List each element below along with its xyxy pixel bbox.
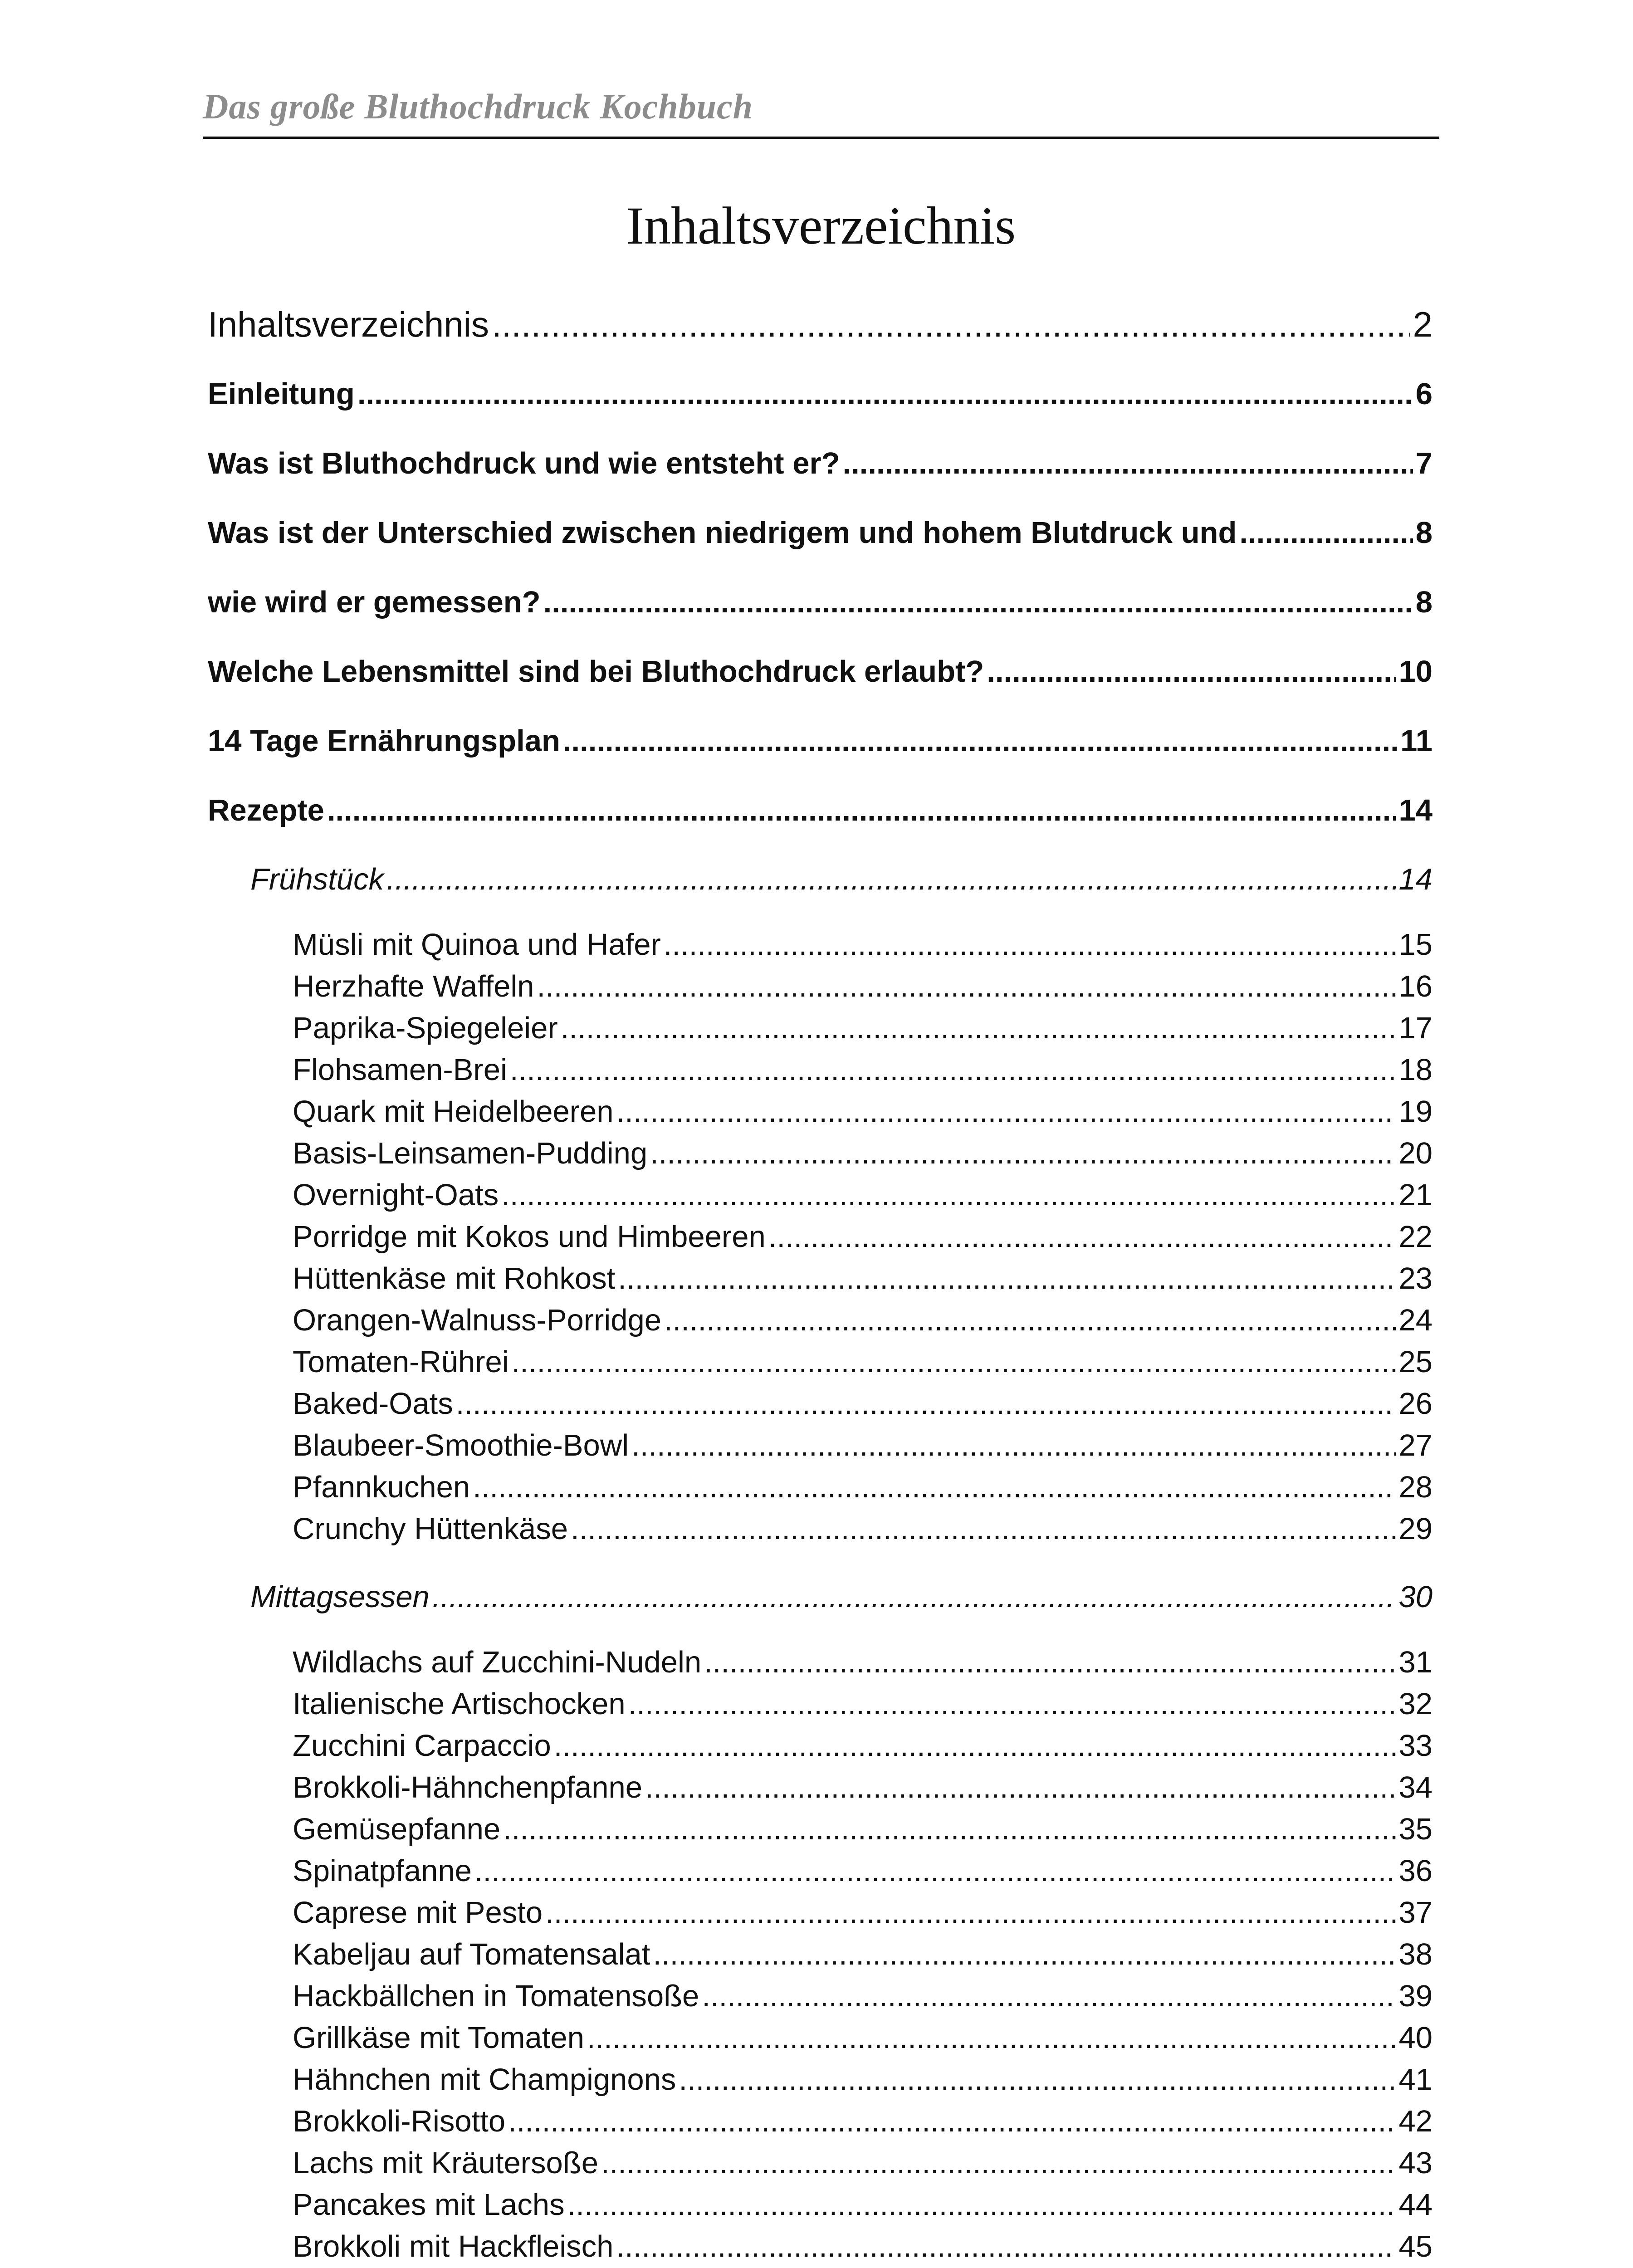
toc-leader-dots	[664, 1303, 1396, 1338]
toc-leader-dots	[503, 1812, 1396, 1847]
toc-entry-label: Brokkoli mit Hackfleisch	[293, 2229, 614, 2263]
toc-leader-dots	[601, 2146, 1396, 2180]
toc-leader-dots	[508, 2104, 1396, 2139]
toc-leader-dots	[327, 793, 1396, 828]
toc-leader-dots	[510, 1052, 1396, 1087]
toc-entry-label: Spinatpfanne	[293, 1854, 472, 1888]
toc-entry[interactable]	[293, 1979, 1433, 2014]
toc-entry-label: Crunchy Hüttenkäse	[293, 1512, 568, 1546]
toc-leader-dots	[679, 2062, 1396, 2097]
toc-leader-dots	[561, 1011, 1396, 1046]
toc-entry-label: Tomaten-Rührei	[293, 1345, 509, 1379]
toc-entry[interactable]	[293, 2146, 1433, 2180]
toc-entry-label: Hackbällchen in Tomatensoße	[293, 1979, 699, 2013]
toc-entry-page: 17	[1398, 1011, 1433, 1045]
page-title: Inhaltsverzeichnis	[626, 196, 1016, 255]
toc-entry-page: 45	[1398, 2229, 1433, 2263]
toc-entry-label: Quark mit Heidelbeeren	[293, 1095, 614, 1129]
toc-leader-dots	[618, 1261, 1396, 1296]
toc-entry-label: Rezepte	[208, 793, 324, 827]
toc-entry-label: Mittagsessen	[250, 1580, 430, 1614]
toc-entry-page: 8	[1415, 516, 1433, 550]
toc-entry-label: Paprika-Spiegeleier	[293, 1011, 558, 1045]
toc-entry[interactable]	[208, 793, 1433, 828]
toc-entry[interactable]	[293, 1937, 1433, 1972]
toc-entry-label: Italienische Artischocken	[293, 1687, 626, 1721]
toc-entry-label: Pfannkuchen	[293, 1470, 470, 1504]
toc-leader-dots	[563, 723, 1398, 758]
toc-entry-page: 39	[1398, 1979, 1433, 2013]
toc-entry-label: Was ist Bluthochdruck und wie entsteht er?	[208, 446, 840, 480]
toc-entry[interactable]	[293, 1303, 1433, 1338]
toc-entry-label: Blaubeer-Smoothie-Bowl	[293, 1428, 629, 1462]
toc-entry-page: 44	[1398, 2188, 1433, 2222]
toc-entry-label: Flohsamen-Brei	[293, 1053, 507, 1087]
toc-entry-label: Welche Lebensmittel sind bei Bluthochdruck erlaubt?	[208, 655, 984, 689]
toc-entry-label: Porridge mit Kokos und Himbeeren	[293, 1220, 766, 1254]
toc-entry-label: Pancakes mit Lachs	[293, 2188, 565, 2222]
toc-entry[interactable]	[293, 1178, 1433, 1212]
toc-entry-label: Grillkäse mit Tomaten	[293, 2021, 584, 2055]
toc-leader-dots	[702, 1979, 1396, 2014]
toc-leader-dots	[664, 927, 1396, 962]
toc-leader-dots	[1239, 515, 1413, 550]
toc-entry[interactable]	[293, 1511, 1433, 1546]
toc-entry[interactable]	[293, 1052, 1433, 1087]
toc-entry[interactable]	[208, 446, 1433, 481]
toc-entry[interactable]	[293, 1261, 1433, 1296]
toc-entry[interactable]	[293, 1344, 1433, 1379]
toc-entry[interactable]	[293, 2020, 1433, 2055]
toc-entry-label: Zucchini Carpaccio	[293, 1729, 551, 1763]
toc-entry-page: 33	[1398, 1729, 1433, 1763]
toc-entry-label: Orangen-Walnuss-Porridge	[293, 1303, 662, 1337]
toc-entry[interactable]	[293, 969, 1433, 1004]
toc-leader-dots	[631, 1428, 1396, 1463]
toc-entry[interactable]	[208, 376, 1433, 411]
toc-entry-page: 10	[1398, 655, 1433, 689]
toc-entry[interactable]	[293, 1386, 1433, 1421]
toc-entry-page: 11	[1400, 724, 1433, 758]
toc-entry-page: 20	[1398, 1136, 1433, 1170]
toc-entry-label: Basis-Leinsamen-Pudding	[293, 1136, 648, 1170]
toc-entry[interactable]	[208, 654, 1433, 689]
toc-entry[interactable]	[293, 1895, 1433, 1930]
toc-entry[interactable]	[293, 1686, 1433, 1721]
toc-entry-page: 30	[1398, 1580, 1433, 1614]
toc-leader-dots	[768, 1219, 1396, 1254]
toc-leader-dots	[628, 1686, 1396, 1721]
toc-entry[interactable]	[208, 723, 1433, 758]
toc-entry[interactable]	[293, 1470, 1433, 1505]
toc-entry[interactable]	[293, 1219, 1433, 1254]
toc-entry-page: 23	[1398, 1261, 1433, 1295]
toc-entry-page: 28	[1398, 1470, 1433, 1504]
toc-entry-label: Wildlachs auf Zucchini-Nudeln	[293, 1645, 702, 1679]
toc-leader-dots	[987, 654, 1396, 689]
toc-entry[interactable]	[293, 1011, 1433, 1046]
toc-leader-dots	[587, 2020, 1396, 2055]
toc-leader-dots	[616, 1094, 1396, 1129]
toc-leader-dots	[571, 1511, 1396, 1546]
toc-entry[interactable]	[293, 1812, 1433, 1847]
toc-entry[interactable]	[293, 1853, 1433, 1888]
toc-leader-dots	[501, 1178, 1396, 1212]
toc-entry[interactable]	[293, 2229, 1433, 2264]
toc-entry-page: 35	[1398, 1812, 1433, 1846]
toc-entry-page: 14	[1398, 793, 1433, 827]
toc-leader-dots	[492, 304, 1410, 345]
toc-entry-label: wie wird er gemessen?	[208, 585, 541, 619]
toc-entry-page: 22	[1398, 1220, 1433, 1254]
toc-entry-page: 29	[1398, 1512, 1433, 1546]
toc-entry-page: 26	[1398, 1387, 1433, 1421]
toc-entry-label: Caprese mit Pesto	[293, 1896, 543, 1930]
toc-entry-label: Hüttenkäse mit Rohkost	[293, 1261, 616, 1295]
toc-entry-label: Einleitung	[208, 377, 355, 411]
toc-leader-dots	[653, 1937, 1396, 1972]
toc-entry-page: 37	[1398, 1896, 1433, 1930]
toc-entry[interactable]	[293, 1136, 1433, 1171]
toc-entry-page: 36	[1398, 1854, 1433, 1888]
toc-leader-dots	[386, 862, 1396, 897]
toc-entry-page: 34	[1398, 1770, 1433, 1804]
toc-entry[interactable]	[250, 1579, 1433, 1614]
toc-entry-label: Frühstück	[250, 862, 384, 896]
toc-entry-page: 21	[1398, 1178, 1433, 1212]
toc-entry-label: Hähnchen mit Champignons	[293, 2063, 676, 2097]
toc-entry-page: 32	[1398, 1687, 1433, 1721]
toc-leader-dots	[545, 1895, 1396, 1930]
toc-entry-label: Kabeljau auf Tomatensalat	[293, 1937, 650, 1971]
toc-leader-dots	[474, 1853, 1396, 1888]
toc-entry[interactable]	[293, 1094, 1433, 1129]
toc-leader-dots	[537, 969, 1396, 1004]
toc-entry-label: Gemüsepfanne	[293, 1812, 501, 1846]
toc-leader-dots	[567, 2187, 1396, 2222]
toc-entry-label: 14 Tage Ernährungsplan	[208, 724, 560, 758]
toc-leader-dots	[554, 1728, 1396, 1763]
toc-entry-page: 19	[1398, 1095, 1433, 1129]
toc-entry-label: Brokkoli-Risotto	[293, 2104, 506, 2138]
toc-entry[interactable]	[293, 1770, 1433, 1805]
toc-leader-dots	[473, 1470, 1396, 1505]
toc-entry-page: 27	[1398, 1428, 1433, 1462]
toc-entry-label: Müsli mit Quinoa und Hafer	[293, 928, 661, 962]
header-rule	[203, 137, 1439, 139]
toc-entry-label: Herzhafte Waffeln	[293, 969, 534, 1003]
toc-entry-page: 15	[1398, 928, 1433, 962]
toc-entry[interactable]	[208, 585, 1433, 620]
toc-leader-dots	[357, 376, 1413, 411]
toc-entry[interactable]	[293, 1728, 1433, 1763]
toc-entry-page: 24	[1398, 1303, 1433, 1337]
toc-entry[interactable]	[293, 927, 1433, 962]
toc-leader-dots	[512, 1344, 1396, 1379]
toc-entry-page: 18	[1398, 1053, 1433, 1087]
toc-entry[interactable]	[293, 1645, 1433, 1680]
toc-leader-dots	[543, 585, 1413, 620]
toc-entry-page: 40	[1398, 2021, 1433, 2055]
toc-leader-dots	[704, 1645, 1396, 1680]
toc-entry[interactable]	[208, 304, 1433, 345]
toc-entry-label: Brokkoli-Hähnchenpfanne	[293, 1770, 642, 1804]
toc-entry-label: Lachs mit Kräutersoße	[293, 2146, 598, 2180]
toc-leader-dots	[843, 446, 1413, 481]
toc-entry-label: Baked-Oats	[293, 1387, 453, 1421]
toc-leader-dots	[432, 1579, 1396, 1614]
toc-leader-dots	[645, 1770, 1396, 1805]
toc-entry-page: 43	[1398, 2146, 1433, 2180]
toc-entry[interactable]	[293, 2062, 1433, 2097]
toc-entry[interactable]	[293, 2187, 1433, 2222]
toc-entry-label: Overnight-Oats	[293, 1178, 499, 1212]
toc-entry-page: 6	[1415, 377, 1433, 411]
toc-entry[interactable]	[293, 2104, 1433, 2139]
toc-entry-page: 41	[1398, 2063, 1433, 2097]
toc-entry-page: 25	[1398, 1345, 1433, 1379]
toc-entry-page: 14	[1398, 862, 1433, 896]
toc-entry-label: Inhaltsverzeichnis	[208, 304, 489, 344]
toc-entry-page: 31	[1398, 1645, 1433, 1679]
toc-entry-page: 42	[1398, 2104, 1433, 2138]
running-header: Das große Bluthochdruck Kochbuch	[203, 87, 753, 126]
toc-leader-dots	[616, 2229, 1396, 2264]
toc-entry[interactable]	[208, 515, 1433, 550]
toc-leader-dots	[456, 1386, 1396, 1421]
toc-entry-label: Was ist der Unterschied zwischen niedrigem und hohem Blutdruck und	[208, 516, 1237, 550]
toc-leader-dots	[650, 1136, 1396, 1171]
toc-entry-page: 38	[1398, 1937, 1433, 1971]
toc-entry-page: 2	[1413, 304, 1433, 344]
toc-entry[interactable]	[250, 862, 1433, 897]
toc-entry-page: 16	[1398, 969, 1433, 1003]
toc-entry-page: 7	[1415, 446, 1433, 480]
toc-entry[interactable]	[293, 1428, 1433, 1463]
toc-entry-page: 8	[1415, 585, 1433, 619]
